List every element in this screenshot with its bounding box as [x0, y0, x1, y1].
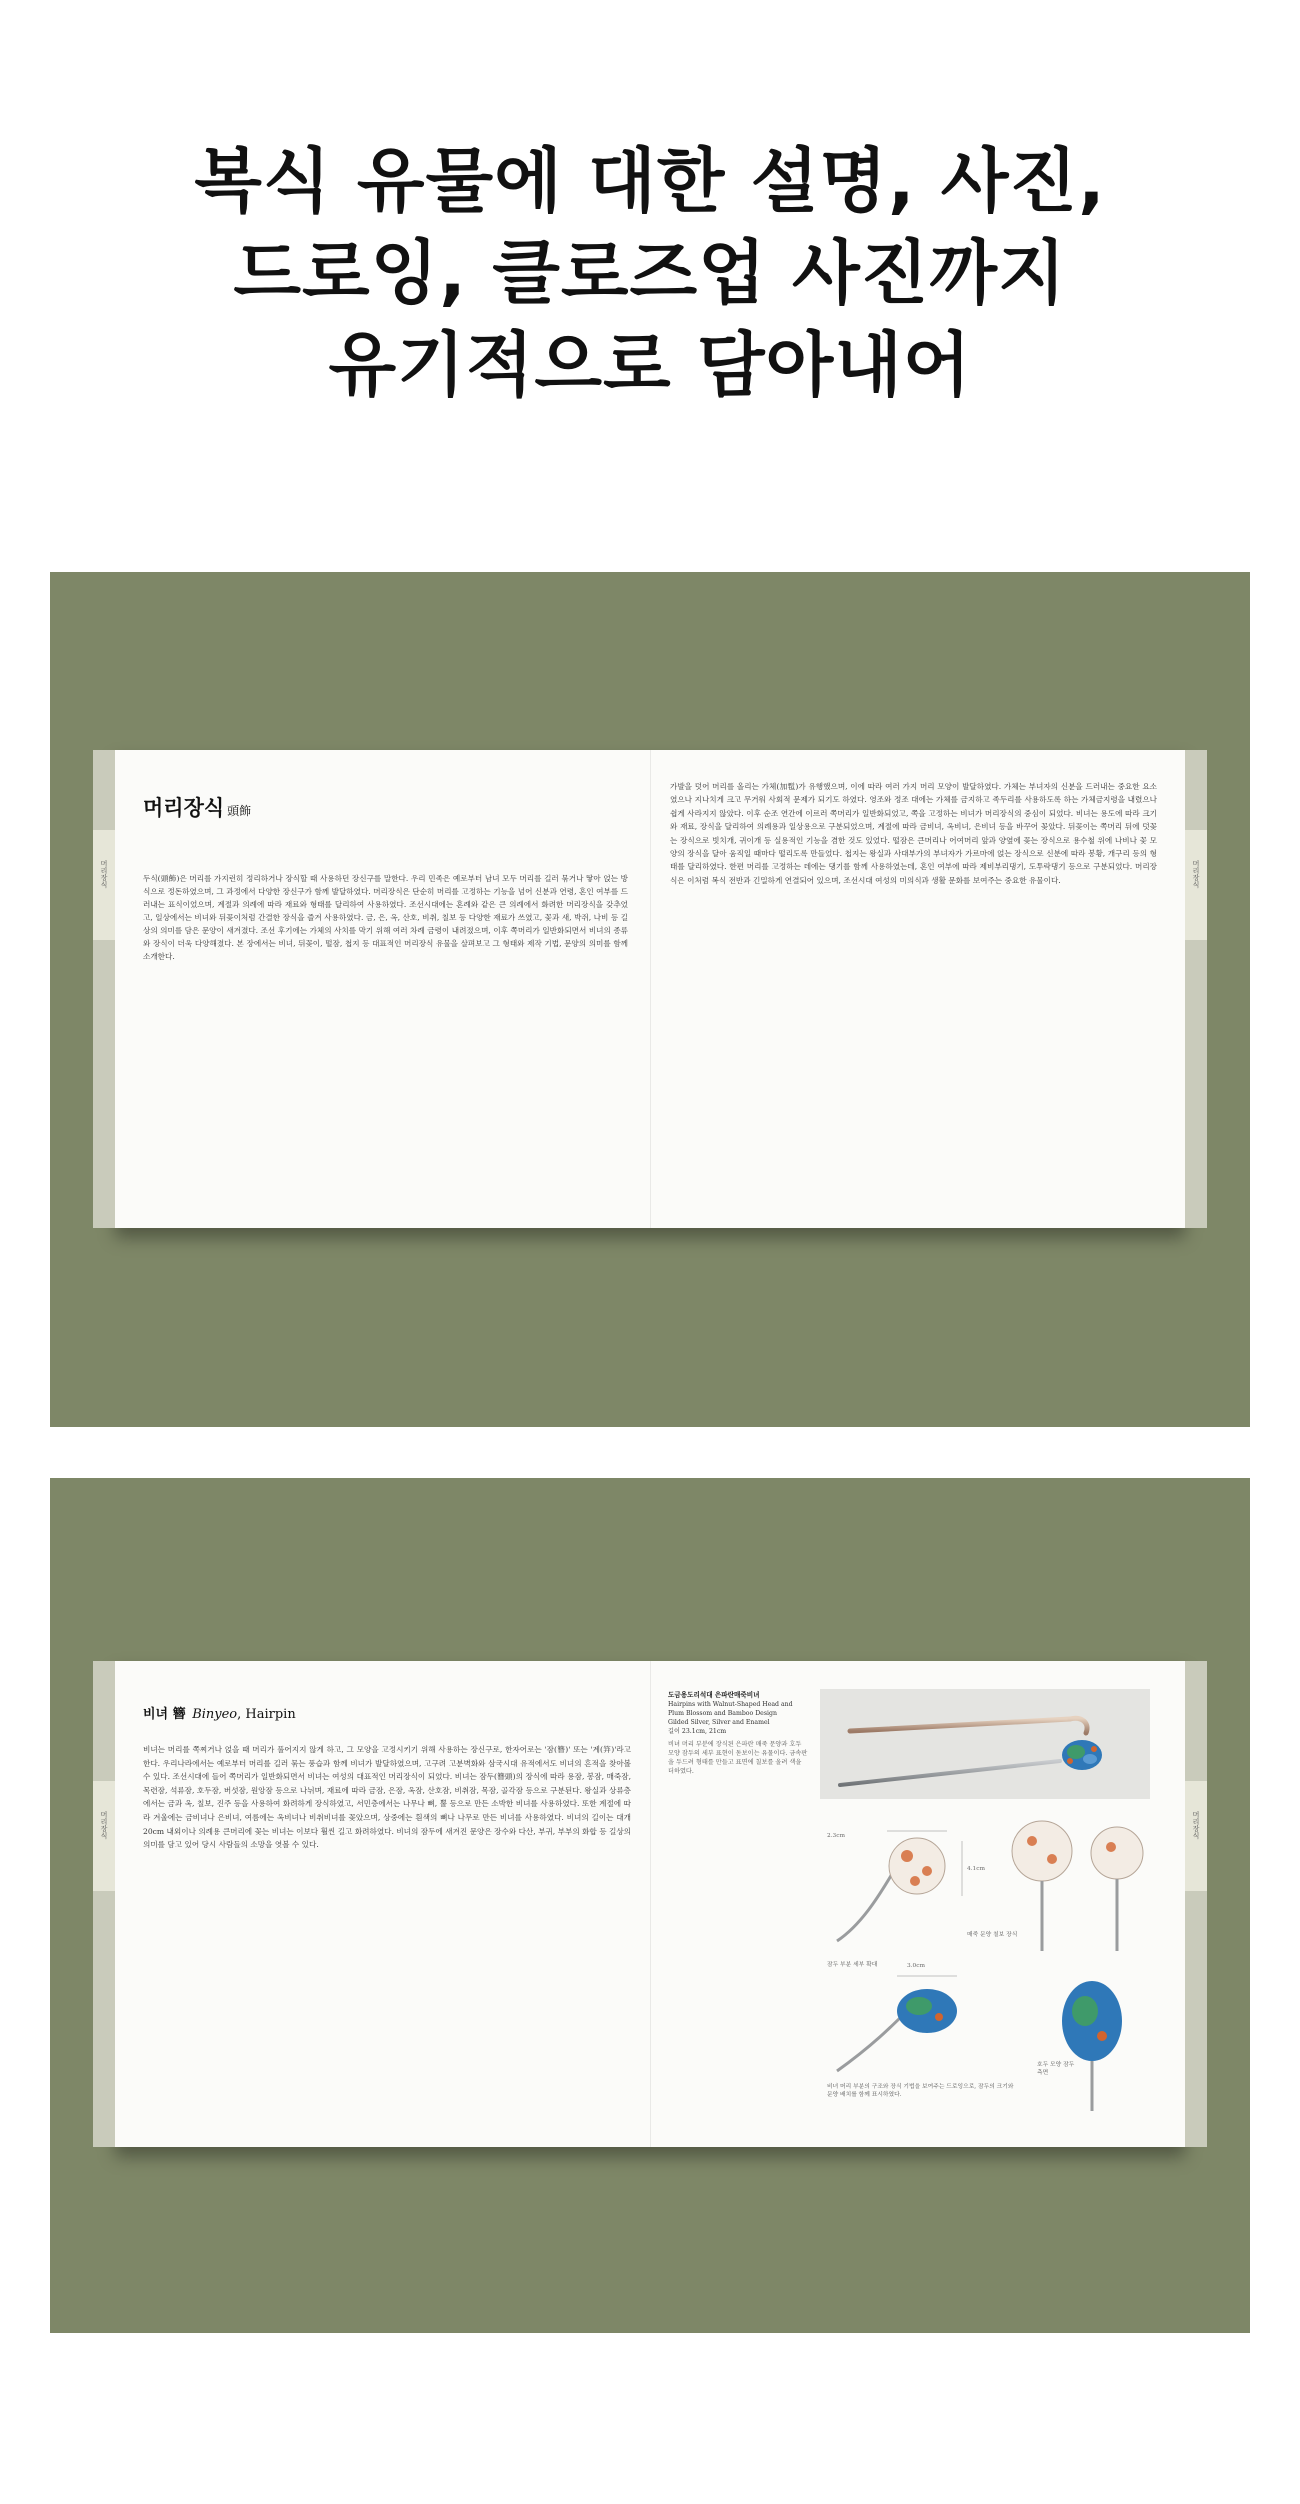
drawing-side-view — [1091, 1827, 1143, 1951]
headline-line-2: 드로잉, 클로즈업 사진까지 — [233, 232, 1067, 314]
book-spread-2 — [100, 1661, 1200, 2147]
book-spread-1 — [100, 750, 1200, 1228]
headline-line-1: 복식 유물에 대한 설명, 사진, — [194, 140, 1106, 222]
index-tab-label: 머리장식 — [100, 1811, 108, 1839]
page-title-en-italic: Binyeo — [192, 1707, 238, 1722]
right-page-paragraph: 가발을 덧어 머리를 올리는 가체(加髢)가 유행했으며, 이에 따라 여러 가지 머리 모양이 발달하였다. 가체는 부녀자의 신분을 드러내는 중요한 요소였으나 지나치게 크고 무거워 사회적 문제가 되기도 하였다. 영조와 정조 대에는 가체를 금지하고 족두리를 사용하도록 하는 가체금지령을 내렸으나 쉽게 사라지지 않았다. 이후 순조 연간에 이르러 쪽머리가 일반화되었고, 쪽을 고정하는 비녀가 머리장식의 중심이 되었다. 비녀는 용도에 따라 크기와 재료, 장식을 달리하여 의례용과 일상용으로 구분되었으며, 계절에 따라 금비녀, 옥비녀, 은비녀 등을 바꾸어 꽂았다. 뒤꽂이는 쪽머리 뒤에 덧꽂는 장식으로 빗치개, 귀이개 등 실용적인 기능을 겸한 것도 있었다. 떨잠은 큰머리나 어여머리 앞과 양옆에 꽂는 장식으로 용수철 위에 나비나 꽃 모양의 장식을 달아 움직일 때마다 떨리도록 만들었다. 첩지는 왕실과 사대부가의 부녀자가 가르마에 얹는 장식으로 신분에 따라 봉황, 개구리 등의 형태를 달리하였다. 한편 머리를 고정하는 데에는 댕기를 함께 사용하였는데, 혼인 여부에 따라 제비부리댕기, 도투락댕기 등으로 구분되었다. 머리장식은 이처럼 복식 전반과 긴밀하게 연결되어 있으며, 조선시대 여성의 미의식과 생활 문화를 보여주는 중요한 유물이다. — [670, 782, 1157, 885]
drawing-caption: 비녀 머리 부분의 구조와 장식 기법을 보여주는 드로잉으로, 잠두의 크기와 문양 배치를 함께 표시하였다. — [827, 2084, 1014, 2098]
index-tab — [93, 1781, 115, 1891]
page-title-hanja: 頭飾 — [227, 804, 252, 818]
left-page-body — [143, 872, 628, 1082]
index-tab-label: 머리장식 — [1192, 1811, 1200, 1839]
page-edge-left — [93, 750, 115, 1228]
hairpin-illustration — [820, 1689, 1150, 1799]
page-title-text: 비녀 簪 — [143, 1707, 186, 1722]
object-caption — [668, 1691, 808, 1776]
headline-line-3: 유기적으로 담아내어 — [328, 324, 972, 406]
caption-english-title: Hairpins with Walnut-Shaped Head and Plum Blossom and Bamboo Design — [668, 1701, 793, 1717]
index-tab-label: 머리장식 — [100, 860, 108, 888]
hairpin-photo — [820, 1689, 1150, 1799]
dimension-label: 2.3cm — [827, 1833, 845, 1839]
page-title-en: , Hairpin — [237, 1707, 296, 1722]
page-title-text: 머리장식 — [143, 796, 225, 820]
page-edge-left — [93, 1661, 115, 2147]
left-page-paragraph: 비녀는 머리를 쪽찌거나 얹을 때 머리가 풀어지지 않게 하고, 그 모양을 고정시키기 위해 사용하는 장신구로, 한자어로는 '잠(簪)' 또는 '계(笄)'라고 한다. 우리나라에서는 예로부터 머리를 길러 묶는 풍습과 함께 비녀가 발달하였으며, 고구려 고분벽화와 삼국시대 유적에서도 비녀의 흔적을 찾아볼 수 있다. 조선시대에 들어 쪽머리가 일반화되면서 비녀는 여성의 대표적인 머리장식이 되었다. 비녀는 잠두(簪頭)의 장식에 따라 용잠, 봉잠, 매죽잠, 목련잠, 석류잠, 호두잠, 버섯잠, 원앙잠 등으로 나뉘며, 재료에 따라 금잠, 은잠, 옥잠, 산호잠, 비취잠, 목잠, 골각잠 등으로 구분된다. 왕실과 상류층에서는 금과 옥, 칠보, 진주 등을 사용하여 화려하게 장식하였고, 서민층에서는 나무나 뼈, 뿔 등으로 만든 소박한 비녀를 사용하였다. 또한 계절에 따라 겨울에는 금비녀나 은비녀, 여름에는 옥비녀나 비취비녀를 꽂았으며, 상중에는 흰색의 뼈나 나무로 만든 비녀를 사용하였다. 비녀의 길이는 대개 20cm 내외이나 의례용 큰머리에 꽂는 비녀는 이보다 훨씬 길고 화려하였다. 비녀의 잠두에 새겨진 문양은 장수와 다산, 부귀, 부부의 화합 등 길상의 의미를 담고 있어 당시 사람들의 소망을 엿볼 수 있다. — [143, 1745, 631, 1850]
index-tab-label: 머리장식 — [1192, 860, 1200, 888]
book-gutter — [650, 1661, 651, 2147]
caption-title: 도금용도리석대 은파란매죽비녀 — [668, 1691, 760, 1699]
caption-size: 길이 23.1cm, 21cm — [668, 1728, 727, 1735]
caption-material: Gilded Silver, Silver and Enamel — [668, 1719, 770, 1726]
drawing-note: 호두 모양 잠두 측면 — [1037, 2062, 1075, 2076]
index-tab — [93, 830, 115, 940]
drawing-enamel-head — [837, 1976, 957, 2071]
drawing-note: 잠두 부분 세부 확대 — [827, 1962, 878, 1968]
page-edge-right — [1185, 750, 1207, 1228]
index-tab — [1185, 830, 1207, 940]
page-title — [143, 1703, 296, 1722]
right-page-body — [670, 780, 1157, 1200]
caption-description: 비녀 머리 부분에 장식된 은파란 매죽 문양과 호두 모양 잠두의 세부 표현이 돋보이는 유물이다. 금속판을 두드려 형태를 만들고 표면에 칠보를 올려 색을 더하였다. — [668, 1741, 808, 1775]
headline — [0, 135, 1300, 411]
book-spread-photo-2 — [50, 1478, 1250, 2333]
left-page-paragraph: 두식(頭飾)은 머리를 가지런히 정리하거나 장식할 때 사용하던 장신구를 말한다. 우리 민족은 예로부터 남녀 모두 머리를 길러 묶거나 땋아 얹는 방식으로 정돈하였으며, 그 과정에서 다양한 장신구가 함께 발달하였다. 머리장식은 단순히 머리를 고정하는 기능을 넘어 신분과 연령, 혼인 여부를 드러내는 표식이었으며, 계절과 의례에 따라 재료와 형태를 달리하여 사용하였다. 조선시대에는 혼례와 같은 큰 의례에서 화려한 머리장식을 갖추었고, 일상에서는 비녀와 뒤꽂이처럼 간결한 장식을 즐겨 사용하였다. 금, 은, 옥, 산호, 비취, 칠보 등 다양한 재료가 쓰였고, 꽃과 새, 박쥐, 나비 등 길상의 의미를 담은 문양이 새겨졌다. 조선 후기에는 가체의 사치를 막기 위해 여러 차례 금령이 내려졌으며, 이후 쪽머리가 일반화되면서 비녀의 종류와 장식이 더욱 다양해졌다. 본 장에서는 비녀, 뒤꽂이, 떨잠, 첩지 등 대표적인 머리장식 유물을 살펴보고 그 형태와 제작 기법, 문양의 의미를 함께 소개한다. — [143, 874, 628, 961]
book-gutter — [650, 750, 651, 1228]
drawing-walnut-head — [837, 1831, 962, 1941]
drawing-enamel-top — [1062, 1981, 1122, 2111]
dimension-label: 3.0cm — [907, 1963, 925, 1969]
drawing-area — [827, 1811, 1157, 2116]
page-edge-right — [1185, 1661, 1207, 2147]
left-page-body — [143, 1743, 631, 2123]
dimension-label: 4.1cm — [967, 1866, 985, 1872]
index-tab — [1185, 1781, 1207, 1891]
book-spread-photo-1 — [50, 572, 1250, 1427]
drawing-note: 매죽 문양 칠보 장식 — [967, 1932, 1018, 1938]
page-title — [143, 792, 251, 822]
